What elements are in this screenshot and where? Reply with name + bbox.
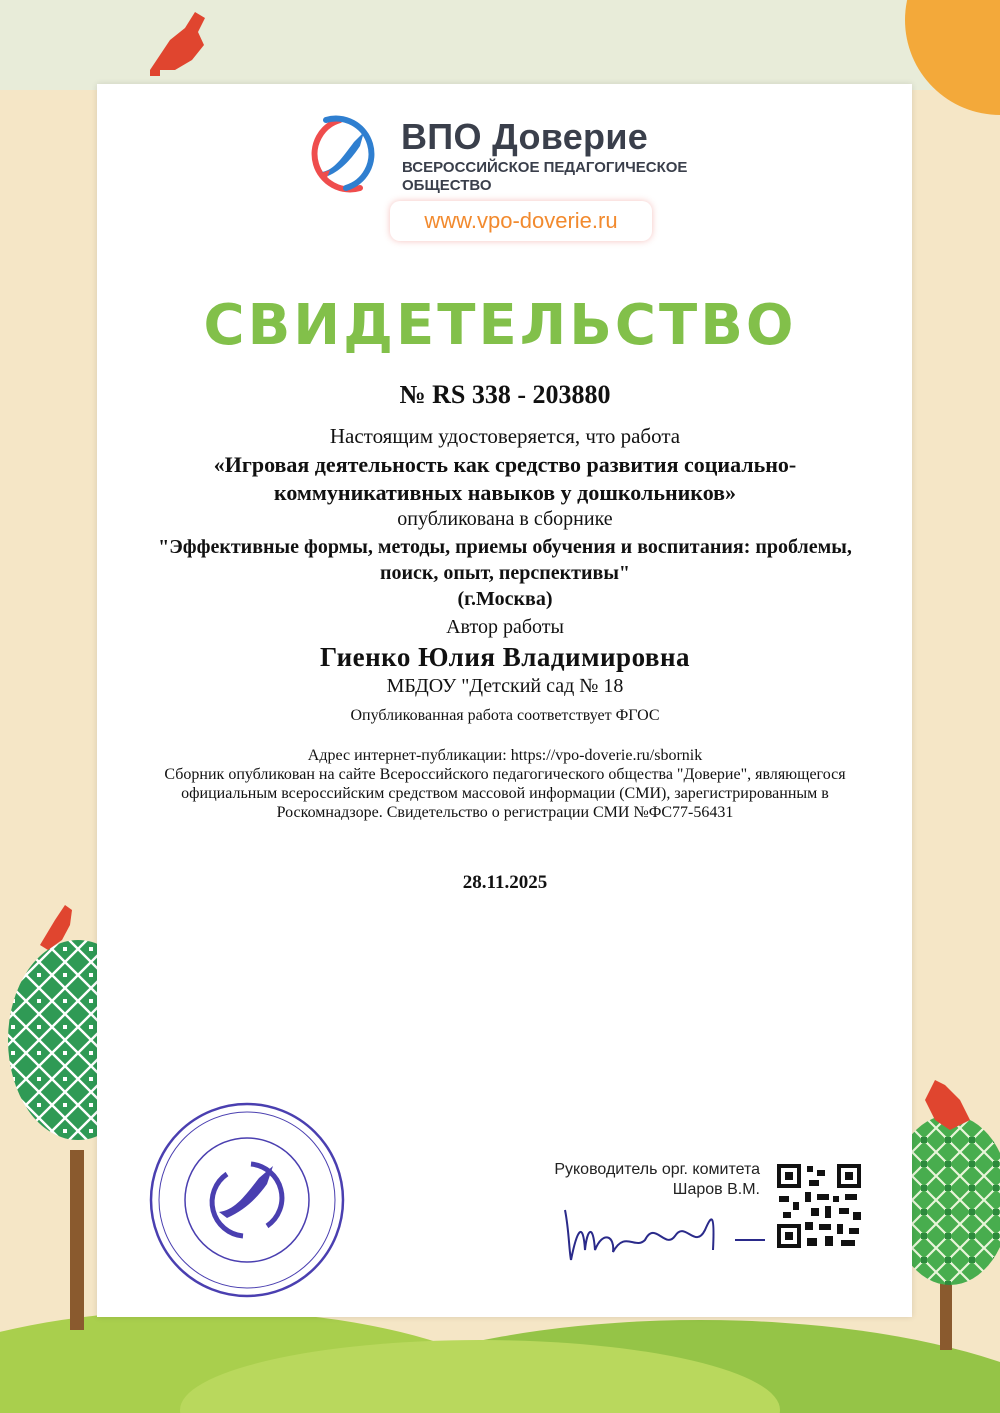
qr-code[interactable] <box>775 1162 863 1250</box>
logo-emblem-icon <box>300 112 386 196</box>
author-organization: МБДОУ "Детский сад № 18 <box>386 675 624 697</box>
author-label: Автор работы <box>446 616 564 638</box>
certificate-number: № RS 338 - 203880 <box>399 380 611 409</box>
website-link[interactable]: www.vpo-doverie.ru <box>390 201 652 241</box>
published-in-text: опубликована в сборнике <box>397 508 613 530</box>
author-name: Гиенко Юлия Владимировна <box>319 642 691 672</box>
collection-name: "Эффективные формы, методы, приемы обучения и воспитания: проблемы, поиск, опыт, перспективы" <box>158 536 852 584</box>
collection-city: (г.Москва) <box>457 588 553 610</box>
work-title: «Игровая деятельность как средство развития социально-коммуникативных навыков у дошкольников» <box>213 452 797 505</box>
issue-date: 28.11.2025 <box>462 872 548 893</box>
fgos-note: Опубликованная работа соответствует ФГОС <box>350 707 660 724</box>
publication-info <box>130 746 880 822</box>
registration-info: Сборник опубликован на сайте Всероссийского педагогического общества "Доверие", являющегося официальным всероссийским средством массовой информации (СМИ), зарегистрированным в Роскомнадзоре. Свидетельство о регистрации СМИ №ФС77-56431 <box>164 766 846 821</box>
certificate-title: СВИДЕТЕЛЬСТВО <box>203 293 797 358</box>
intro-text: Настоящим удостоверяется, что работа <box>329 424 681 448</box>
signatory-role: Руководитель орг. комитета <box>554 1161 760 1178</box>
logo-subtitle: ВСЕРОССИЙСКОЕ ПЕДАГОГИЧЕСКОЕ ОБЩЕСТВО <box>402 159 688 194</box>
collection-title <box>130 534 880 612</box>
publication-address: Адрес интернет-публикации: https://vpo-doverie.ru/sbornik <box>307 747 703 764</box>
official-stamp <box>147 1100 347 1300</box>
signatory-name: Шаров В.М. <box>672 1181 760 1198</box>
logo-title: ВПО Доверие <box>401 116 649 157</box>
vpo-logo <box>300 112 730 202</box>
handwritten-signature <box>555 1190 775 1270</box>
